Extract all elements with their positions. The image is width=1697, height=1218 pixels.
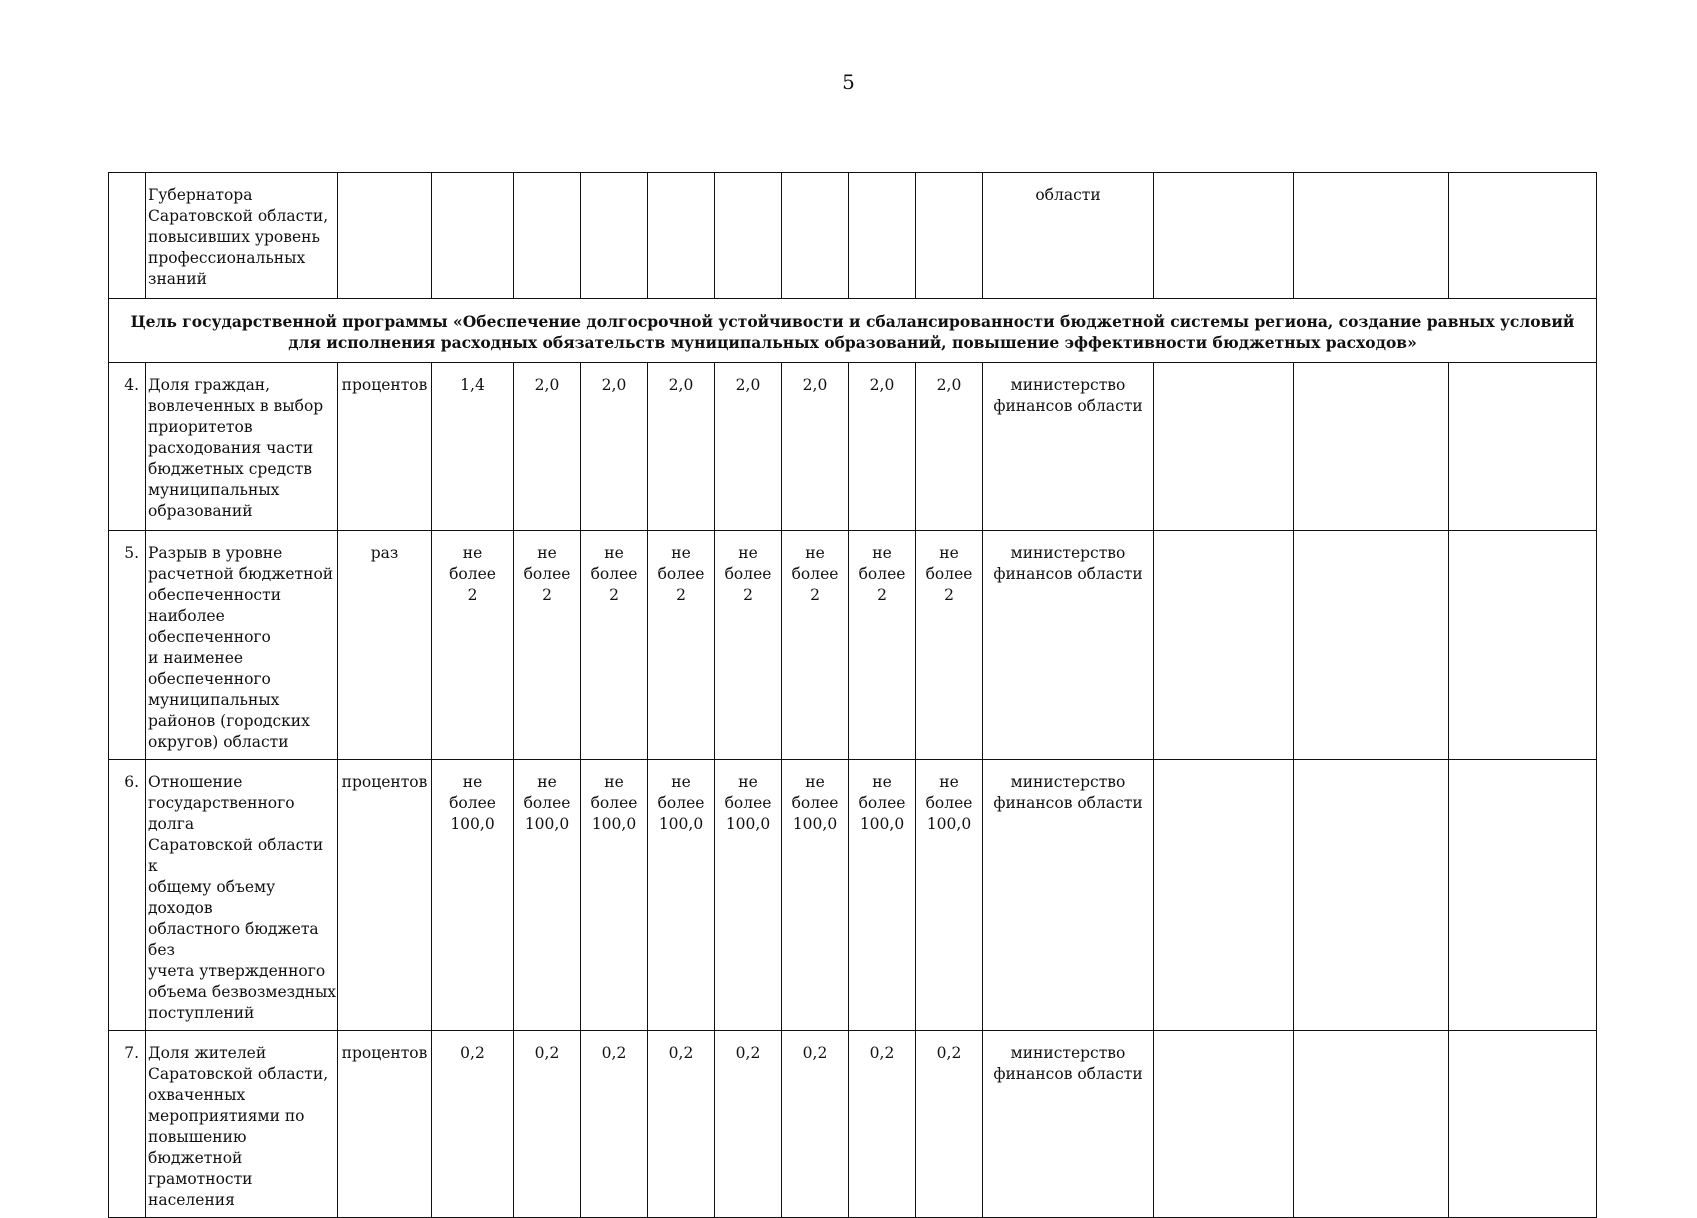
value-cell: не более 100,0 <box>432 760 514 1031</box>
indicators-table <box>108 172 1597 1218</box>
indicator-name-cell: Губернатора Саратовской области, повысивших уровень профессиональных знаний <box>146 173 338 299</box>
value-cell: не более 2 <box>916 531 983 760</box>
table-row <box>109 760 1597 1031</box>
extra-cell <box>1154 531 1294 760</box>
page-number: 5 <box>842 70 855 94</box>
value-cell <box>648 173 715 299</box>
value-cell: не более 100,0 <box>715 760 782 1031</box>
value-cell: 1,4 <box>432 363 514 531</box>
unit-cell: процентов <box>338 1031 432 1218</box>
row-number-cell: 4. <box>109 363 146 531</box>
indicator-name-cell: Отношение государственного долга Саратовской области к общему объему доходов областного бюджета без учета утвержденного объема безвозмездных поступлений <box>146 760 338 1031</box>
value-cell <box>715 173 782 299</box>
value-cell: 0,2 <box>648 1031 715 1218</box>
unit-cell: процентов <box>338 363 432 531</box>
value-cell: 0,2 <box>849 1031 916 1218</box>
responsible-cell: области <box>983 173 1154 299</box>
table-row-continuation <box>109 173 1597 299</box>
row-number-cell <box>109 173 146 299</box>
extra-cell <box>1449 760 1597 1031</box>
value-cell: не более 2 <box>432 531 514 760</box>
value-cell: не более 2 <box>581 531 648 760</box>
value-cell: 2,0 <box>581 363 648 531</box>
responsible-cell: министерство финансов области <box>983 1031 1154 1218</box>
table-row <box>109 531 1597 760</box>
value-cell <box>514 173 581 299</box>
value-cell: не более 100,0 <box>581 760 648 1031</box>
table-row <box>109 1031 1597 1218</box>
indicator-name-cell: Разрыв в уровне расчетной бюджетной обеспеченности наиболее обеспеченного и наименее обеспеченного муниципальных районов (городских округов) области <box>146 531 338 760</box>
value-cell: не более 2 <box>715 531 782 760</box>
extra-cell <box>1154 173 1294 299</box>
row-number-cell: 6. <box>109 760 146 1031</box>
extra-cell <box>1294 760 1449 1031</box>
value-cell: 0,2 <box>432 1031 514 1218</box>
value-cell: не более 2 <box>782 531 849 760</box>
value-cell: не более 2 <box>648 531 715 760</box>
value-cell <box>581 173 648 299</box>
value-cell: не более 2 <box>514 531 581 760</box>
value-cell: 2,0 <box>916 363 983 531</box>
value-cell: 2,0 <box>782 363 849 531</box>
value-cell <box>782 173 849 299</box>
value-cell: 0,2 <box>782 1031 849 1218</box>
value-cell: 0,2 <box>514 1031 581 1218</box>
value-cell: 2,0 <box>648 363 715 531</box>
value-cell: 0,2 <box>916 1031 983 1218</box>
value-cell: 0,2 <box>581 1031 648 1218</box>
value-cell: не более 2 <box>849 531 916 760</box>
program-goal-text: Цель государственной программы «Обеспечение долгосрочной устойчивости и сбалансированности бюджетной системы региона, создание равных условий для исполнения расходных обязательств муниципальных образований, повышение эффективности бюджетных расходов» <box>109 299 1597 363</box>
extra-cell <box>1154 363 1294 531</box>
extra-cell <box>1294 363 1449 531</box>
value-cell <box>849 173 916 299</box>
extra-cell <box>1449 363 1597 531</box>
table-row <box>109 363 1597 531</box>
unit-cell: раз <box>338 531 432 760</box>
goal-row <box>109 299 1597 363</box>
extra-cell <box>1449 173 1597 299</box>
extra-cell <box>1449 1031 1597 1218</box>
value-cell: не более 100,0 <box>916 760 983 1031</box>
value-cell <box>916 173 983 299</box>
extra-cell <box>1294 173 1449 299</box>
extra-cell <box>1294 1031 1449 1218</box>
extra-cell <box>1449 531 1597 760</box>
row-number-cell: 7. <box>109 1031 146 1218</box>
extra-cell <box>1154 760 1294 1031</box>
responsible-cell: министерство финансов области <box>983 363 1154 531</box>
unit-cell <box>338 173 432 299</box>
responsible-cell: министерство финансов области <box>983 760 1154 1031</box>
value-cell: не более 100,0 <box>782 760 849 1031</box>
value-cell: 0,2 <box>715 1031 782 1218</box>
value-cell: 2,0 <box>514 363 581 531</box>
indicator-name-cell: Доля жителей Саратовской области, охваченных мероприятиями по повышению бюджетной грамотности населения <box>146 1031 338 1218</box>
value-cell: 2,0 <box>715 363 782 531</box>
value-cell: не более 100,0 <box>849 760 916 1031</box>
value-cell: не более 100,0 <box>514 760 581 1031</box>
extra-cell <box>1294 531 1449 760</box>
value-cell: не более 100,0 <box>648 760 715 1031</box>
value-cell: 2,0 <box>849 363 916 531</box>
responsible-cell: министерство финансов области <box>983 531 1154 760</box>
unit-cell: процентов <box>338 760 432 1031</box>
extra-cell <box>1154 1031 1294 1218</box>
indicator-rows <box>109 363 1597 1218</box>
row-number-cell: 5. <box>109 531 146 760</box>
value-cell <box>432 173 514 299</box>
indicator-name-cell: Доля граждан, вовлеченных в выбор приоритетов расходования части бюджетных средств муниципальных образований <box>146 363 338 531</box>
